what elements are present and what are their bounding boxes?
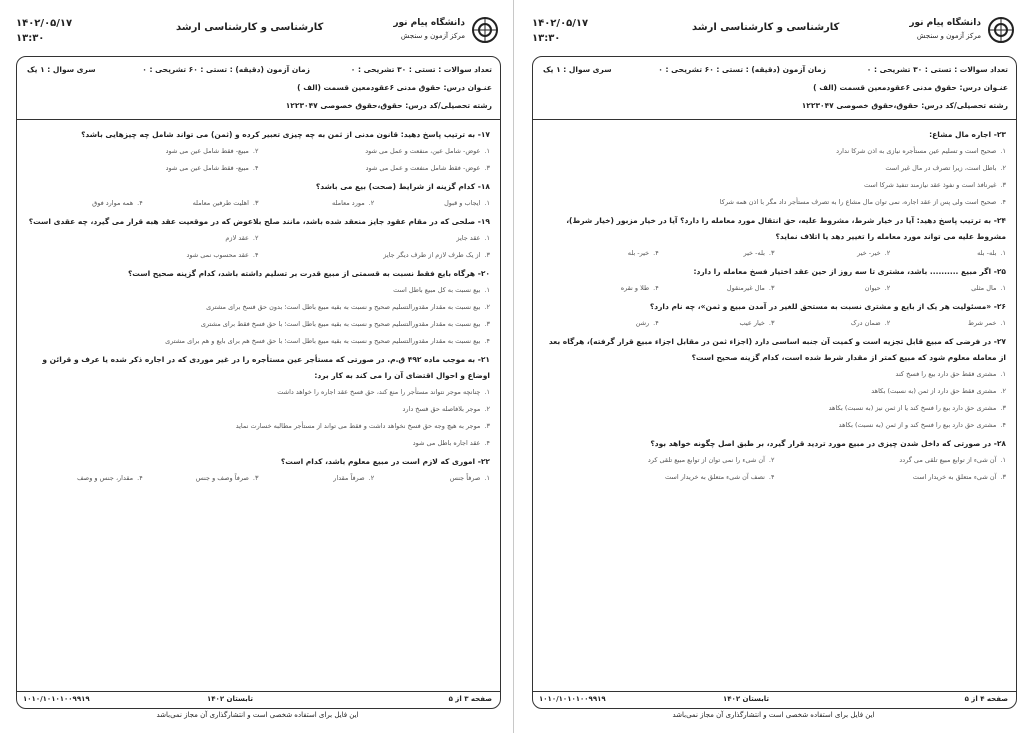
page-footer <box>17 691 500 708</box>
answer-option[interactable] <box>27 333 490 350</box>
option-number: ۱. <box>1000 370 1006 378</box>
exam-info-row <box>533 65 1016 79</box>
option-number: ۱. <box>484 474 490 482</box>
answer-option[interactable] <box>543 400 1006 417</box>
question-number: ۲۵- <box>991 267 1006 276</box>
answer-option[interactable] <box>775 315 891 332</box>
exam-page-left <box>6 0 509 733</box>
answer-option[interactable] <box>27 384 490 401</box>
options-group <box>543 452 1006 486</box>
option-text: بله- خیر <box>743 249 765 257</box>
option-number: ۳. <box>252 474 259 482</box>
answer-option[interactable] <box>775 280 891 297</box>
copyright-notice: این فایل برای استفاده شخصی است و انتشارگذاری آن مجاز نمی‌باشد <box>672 711 875 719</box>
option-number: ۳. <box>484 251 490 259</box>
options-group <box>27 384 490 452</box>
option-text: مال غیرمنقول <box>726 284 765 292</box>
option-number: ۳. <box>768 319 775 327</box>
page-footer <box>533 691 1016 708</box>
option-number: ۳. <box>1000 181 1006 189</box>
question-body: «مسئولیت هر یک از بایع و مشتری نسبت به مستحق للغیر در آمدن مبیع و ثمن»، چه نام دارد؟ <box>649 302 992 311</box>
question-body: به ترتیب پاسخ دهید: قانون مدنی از ثمن به چه چیزی تعبیر کرده و (ثمن) می تواند شامل چه چیزهایی باشد؟ <box>81 130 476 139</box>
answer-option[interactable] <box>543 417 1006 434</box>
option-text: مقدار، جنس و وصف <box>76 474 134 482</box>
answer-option[interactable] <box>27 195 143 212</box>
header-divider <box>17 119 500 120</box>
option-number: ۱. <box>484 286 490 294</box>
question-series: سری سوال : ۱ یک <box>543 65 612 74</box>
answer-option[interactable] <box>543 245 659 262</box>
option-text: موجر بلافاصله حق فسخ دارد <box>402 405 481 413</box>
option-number: ۱. <box>1000 147 1006 155</box>
exam-time-of-day: ۱۳:۳۰ <box>532 33 561 44</box>
answer-option[interactable] <box>259 247 491 264</box>
option-text: بیع نسبت به مقدار مقدورالتسلیم صحیح و نسبت به بقیه مبیع باطل است؛ بدون حق فسخ برای مشتری <box>206 303 481 311</box>
option-text: حیوان <box>864 284 881 292</box>
option-number: ۴. <box>653 249 659 257</box>
option-number: ۴. <box>653 319 659 327</box>
option-number: ۳. <box>1000 404 1006 412</box>
question-text <box>543 299 1006 315</box>
option-text: نصف آن شیء متعلق به خریدار است <box>665 473 765 481</box>
question-body: کدام گزینه از شرایط (صحت) بیع می باشد؟ <box>315 182 476 191</box>
header-divider <box>533 119 1016 120</box>
option-text: صحیح است ولی پس از عقد اجاره، نمی توان مال مشاع را به تصرف مستأجر داد مگر با اذن همه شرکا <box>719 198 997 206</box>
option-text: باطل است، زیرا تصرف در مال غیر است <box>885 164 997 172</box>
option-text: عقد اجاره باطل می شود <box>412 439 481 447</box>
option-text: مبیع- فقط شامل عین می شود <box>165 147 249 155</box>
exam-date-time <box>16 16 76 46</box>
option-text: مورد معامله <box>332 199 365 207</box>
option-number: ۲. <box>368 474 375 482</box>
option-text: مشتری حق دارد بیع را فسخ کند و از ثمن (به نسبت) بکاهد <box>838 421 997 429</box>
option-number: ۴. <box>137 474 143 482</box>
option-text: خیار عیب <box>739 319 765 327</box>
answer-option[interactable] <box>143 470 259 487</box>
exam-time-of-day: ۱۳:۳۰ <box>16 33 45 44</box>
option-number: ۱. <box>1000 284 1006 292</box>
option-text: صرفاً مقدار <box>333 474 365 482</box>
exam-duration: زمان آزمون (دقیقه) : تستی : ۶۰ تشریحی : ۰ <box>142 65 310 74</box>
course-title: عنـوان درس: حقوق مدنی ۶عقودمعین قسمت (الف ) <box>297 83 492 92</box>
option-text: آن شیء را نمی توان از توابع مبیع تلقی کرد <box>647 456 765 464</box>
question-series: سری سوال : ۱ یک <box>27 65 96 74</box>
answer-option[interactable] <box>27 401 490 418</box>
question-number: ۲۷- <box>991 337 1006 346</box>
option-text: خیر- بله <box>627 249 650 257</box>
option-text: غیرنافذ است و نفوذ عقد نیازمند تنفیذ شرکا است <box>864 181 997 189</box>
answer-option[interactable] <box>543 315 659 332</box>
answer-option[interactable] <box>259 195 375 212</box>
answer-option[interactable] <box>543 280 659 297</box>
option-text: عوض- شامل عین، منفعت و عمل می شود <box>365 147 481 155</box>
answer-option[interactable] <box>27 247 259 264</box>
exam-term: تابستان ۱۴۰۲ <box>723 695 769 703</box>
university-name: دانشگاه پیام نور <box>909 18 981 28</box>
answer-option[interactable] <box>259 143 491 160</box>
option-number: ۳. <box>1000 473 1006 481</box>
option-number: ۴. <box>484 439 490 447</box>
options-group <box>27 470 490 487</box>
option-text: مبیع- فقط شامل عین می شود <box>165 164 249 172</box>
question-body: اموری که لازم است در مبیع معلوم باشد، کدام است؟ <box>280 457 476 466</box>
option-number: ۴. <box>252 164 259 172</box>
option-number: ۴. <box>1000 421 1006 429</box>
option-text: آن شیء از توابع مبیع تلقی می گردد <box>899 456 997 464</box>
page-number: صفحه ۴ از ۵ <box>964 695 1008 703</box>
question-body: صلحی که در مقام عقود جایز منعقد شده باشد، مانند صلح بلاعوض که در موقعیت عقد هبه قرار می گیرد، چه عقدی است؟ <box>28 217 476 226</box>
options-group <box>543 143 1006 211</box>
university-subtitle: مرکز آزمون و سنجش <box>916 32 981 40</box>
question-text <box>543 127 1006 143</box>
option-number: ۲. <box>768 456 775 464</box>
option-text: بیع نسبت به مقدار مقدورالتسلیم صحیح و نسبت به بقیه مبیع باطل است؛ با حق فسخ فقط برای مشتری <box>200 320 481 328</box>
option-number: ۲. <box>1000 164 1006 172</box>
answer-option[interactable] <box>27 470 143 487</box>
answer-option[interactable] <box>543 143 1006 160</box>
university-seal-icon <box>471 16 499 44</box>
exam-date-time <box>532 16 592 46</box>
options-group <box>543 315 1006 332</box>
answer-option[interactable] <box>27 299 490 316</box>
options-group <box>27 230 490 264</box>
exam-term: تابستان ۱۴۰۲ <box>207 695 253 703</box>
question-number: ۲۶- <box>991 302 1006 311</box>
question-body: به ترتیب پاسخ دهید: آیا در خیار شرط، مشروط علیه، حق انتقال مورد معامله را دارد؟ آیا در خیار مزبور (خیار شرط)، مشروط علیه می تواند مورد معامله را تغییر دهد یا اتلاف نماید؟ <box>566 216 1006 241</box>
answer-option[interactable] <box>27 160 259 177</box>
answer-option[interactable] <box>374 470 490 487</box>
option-number: ۱. <box>1000 249 1006 257</box>
question-body: در فرضی که مبیع قابل تجزیه است و کمیت آن جنبه اساسی دارد (اجزاء ثمن در مقابل اجزاء مبیع قرار گرفته)، هرگاه بعد از معامله معلوم شود که مبیع کمتر از مقدار شرط شده است، کدام گزینه صحیح است؟ <box>548 337 1006 362</box>
exam-level-title: کارشناسی و کارشناسی ارشد <box>176 22 324 33</box>
option-text: صرفاً وصف و جنس <box>195 474 249 482</box>
course-title: عنـوان درس: حقوق مدنی ۶عقودمعین قسمت (الف ) <box>813 83 1008 92</box>
option-text: عقد لازم <box>225 234 249 242</box>
option-number: ۱. <box>484 234 490 242</box>
option-text: از یک طرف لازم از طرف دیگر جایز <box>383 251 481 259</box>
answer-option[interactable] <box>259 160 491 177</box>
exam-page-right <box>522 0 1025 733</box>
page-number: صفحه ۳ از ۵ <box>448 695 492 703</box>
questions-container <box>17 125 500 688</box>
option-number: ۲. <box>1000 387 1006 395</box>
option-number: ۳. <box>484 164 490 172</box>
field-code: رشته تحصیلی/کد درس: حقوق،حقوق خصوصی ۱۲۲۳۰۴۷ <box>801 101 1008 110</box>
exam-date: ۱۴۰۲/۰۵/۱۷ <box>16 18 73 29</box>
option-number: ۱. <box>484 388 490 396</box>
option-text: ایجاب و قبول <box>444 199 481 207</box>
option-number: ۲. <box>884 319 891 327</box>
field-code: رشته تحصیلی/کد درس: حقوق،حقوق خصوصی ۱۲۲۳۰۴۷ <box>285 101 492 110</box>
answer-option[interactable] <box>27 282 490 299</box>
question-text <box>27 454 490 470</box>
option-text: اهلیت طرفین معامله <box>192 199 249 207</box>
question-number: ۲۱- <box>475 355 490 364</box>
option-number: ۴. <box>484 337 490 345</box>
option-text: موجر به هیچ وجه حق فسخ نخواهد داشت و فقط می تواند از مستأجر مطالبه خسارت نماید <box>235 422 481 430</box>
question-text <box>543 436 1006 452</box>
answer-option[interactable] <box>775 245 891 262</box>
option-text: عوض- فقط شامل منفعت و عمل می شود <box>365 164 481 172</box>
answer-option[interactable] <box>543 194 1006 211</box>
question-number: ۱۸- <box>475 182 490 191</box>
serial-number: ۱۰۱۰/۱۰۱۰۱۰۰۹۹۱۹ <box>539 695 606 703</box>
option-text: ضمان درک <box>850 319 881 327</box>
option-number: ۲. <box>368 199 375 207</box>
option-number: ۲. <box>252 147 259 155</box>
option-number: ۴. <box>653 284 659 292</box>
exam-date: ۱۴۰۲/۰۵/۱۷ <box>532 18 589 29</box>
options-group <box>543 280 1006 297</box>
university-logo <box>885 14 1015 50</box>
question-text <box>27 179 490 195</box>
option-number: ۴. <box>137 199 143 207</box>
option-text: خیر- خیر <box>857 249 881 257</box>
answer-option[interactable] <box>27 316 490 333</box>
option-number: ۳. <box>484 320 490 328</box>
university-logo <box>369 14 499 50</box>
option-text: بیع نسبت به کل مبیع باطل است <box>393 286 481 294</box>
answer-option[interactable] <box>27 418 490 435</box>
answer-option[interactable] <box>659 245 775 262</box>
option-number: ۳. <box>252 199 259 207</box>
answer-option[interactable] <box>775 452 1007 469</box>
question-text <box>543 334 1006 366</box>
question-body: اگر مبیع .......... باشد، مشتری تا سه روز از حین عقد اختیار فسخ معامله را دارد: <box>693 267 992 276</box>
option-text: مشتری حق دارد بیع را فسخ کند یا از ثمن نیز (به نسبت) بکاهد <box>828 404 997 412</box>
option-number: ۲. <box>484 405 490 413</box>
university-subtitle: مرکز آزمون و سنجش <box>400 32 465 40</box>
option-text: عقد محسوب نمی شود <box>186 251 249 259</box>
option-text: خمر شرط <box>967 319 997 327</box>
questions-container <box>533 125 1016 688</box>
answer-option[interactable] <box>890 245 1006 262</box>
answer-option[interactable] <box>27 435 490 452</box>
question-number: ۲۰- <box>475 269 490 278</box>
question-text <box>27 266 490 282</box>
exam-frame <box>16 56 501 709</box>
option-number: ۲. <box>884 249 891 257</box>
option-text: طلا و نقره <box>620 284 650 292</box>
exam-frame <box>532 56 1017 709</box>
option-text: آن شیء متعلق به خریدار است <box>912 473 997 481</box>
question-text <box>27 127 490 143</box>
question-number: ۲۲- <box>475 457 490 466</box>
option-text: بیع نسبت به مقدار مقدورالتسلیم صحیح و نسبت به بقیه مبیع باطل است؛ با حق فسخ هم برای بایع و هم برای مشتری <box>165 337 481 345</box>
question-body: در صورتی که داخل شدن چیزی در مبیع مورد تردید قرار گیرد، بر طبق اصل چگونه خواهد بود؟ <box>650 439 992 448</box>
option-number: ۲. <box>484 303 490 311</box>
question-count: تعداد سوالات : تستی : ۳۰ تشریحی : ۰ <box>866 65 1008 74</box>
options-group <box>27 195 490 212</box>
answer-option[interactable] <box>27 143 259 160</box>
university-seal-icon <box>987 16 1015 44</box>
answer-option[interactable] <box>543 366 1006 383</box>
serial-number: ۱۰۱۰/۱۰۱۰۱۰۰۹۹۱۹ <box>23 695 90 703</box>
question-number: ۱۹- <box>475 217 490 226</box>
answer-option[interactable] <box>775 469 1007 486</box>
options-group <box>27 143 490 177</box>
exam-level-title: کارشناسی و کارشناسی ارشد <box>692 22 840 33</box>
option-text: چنانچه موجر نتواند مستأجر را منع کند، حق فسخ عقد اجاره را خواهد داشت <box>277 388 481 396</box>
answer-option[interactable] <box>143 195 259 212</box>
option-number: ۳. <box>768 284 775 292</box>
page-divider <box>513 0 514 733</box>
option-number: ۲. <box>252 234 259 242</box>
option-number: ۳. <box>484 422 490 430</box>
question-count: تعداد سوالات : تستی : ۳۰ تشریحی : ۰ <box>350 65 492 74</box>
option-text: مال مثلی <box>971 284 997 292</box>
option-text: عقد جایز <box>456 234 481 242</box>
answer-option[interactable] <box>543 177 1006 194</box>
exam-info-row <box>17 65 500 79</box>
question-text <box>543 264 1006 280</box>
option-number: ۴. <box>252 251 259 259</box>
question-number: ۱۷- <box>475 130 490 139</box>
answer-option[interactable] <box>543 160 1006 177</box>
option-number: ۱. <box>1000 319 1006 327</box>
option-number: ۴. <box>768 473 775 481</box>
option-text: مشتری فقط حق دارد بیع را فسخ کند <box>895 370 997 378</box>
answer-option[interactable] <box>890 315 1006 332</box>
university-name: دانشگاه پیام نور <box>393 18 465 28</box>
answer-option[interactable] <box>259 470 375 487</box>
options-group <box>27 282 490 350</box>
option-text: بله- بله <box>977 249 997 257</box>
answer-option[interactable] <box>659 280 775 297</box>
question-number: ۲۴- <box>991 216 1006 225</box>
answer-option[interactable] <box>543 469 775 486</box>
option-number: ۳. <box>768 249 775 257</box>
option-number: ۱. <box>484 199 490 207</box>
option-number: ۱. <box>484 147 490 155</box>
question-text <box>543 213 1006 245</box>
exam-duration: زمان آزمون (دقیقه) : تستی : ۶۰ تشریحی : ۰ <box>658 65 826 74</box>
option-number: ۱. <box>1000 456 1006 464</box>
question-text <box>27 352 490 384</box>
answer-option[interactable] <box>659 315 775 332</box>
question-body: به موجب ماده ۴۹۲ ق.م. در صورتی که مستأجر عین مستأجره را در غیر موردی که در اجاره ذکر شده یا عرف و قرائن و اوضاع و احوال اقتضای آن را می کند به کار برد: <box>42 355 490 380</box>
answer-option[interactable] <box>27 230 259 247</box>
answer-option[interactable] <box>890 280 1006 297</box>
question-number: ۲۳- <box>991 130 1006 139</box>
options-group <box>543 245 1006 262</box>
option-text: مشتری فقط حق دارد از ثمن (به نسبت) بکاهد <box>871 387 997 395</box>
question-text <box>27 214 490 230</box>
copyright-notice: این فایل برای استفاده شخصی است و انتشارگذاری آن مجاز نمی‌باشد <box>156 711 359 719</box>
option-number: ۴. <box>1000 198 1006 206</box>
option-number: ۲. <box>884 284 891 292</box>
options-group <box>543 366 1006 434</box>
answer-option[interactable] <box>374 195 490 212</box>
question-number: ۲۸- <box>991 439 1006 448</box>
option-text: صرفاً جنس <box>449 474 481 482</box>
answer-option[interactable] <box>543 383 1006 400</box>
option-text: رشن <box>635 319 650 327</box>
option-text: همه موارد فوق <box>92 199 134 207</box>
answer-option[interactable] <box>259 230 491 247</box>
question-body: هرگاه بایع فقط نسبت به قسمتی از مبیع قدرت بر تسلیم داشته باشد، کدام گزینه صحیح است؟ <box>127 269 476 278</box>
option-text: صحیح است و تسلیم عین مستأجره نیازی به اذن شرکا ندارد <box>836 147 997 155</box>
question-body: اجاره مال مشاع: <box>929 130 992 139</box>
answer-option[interactable] <box>543 452 775 469</box>
